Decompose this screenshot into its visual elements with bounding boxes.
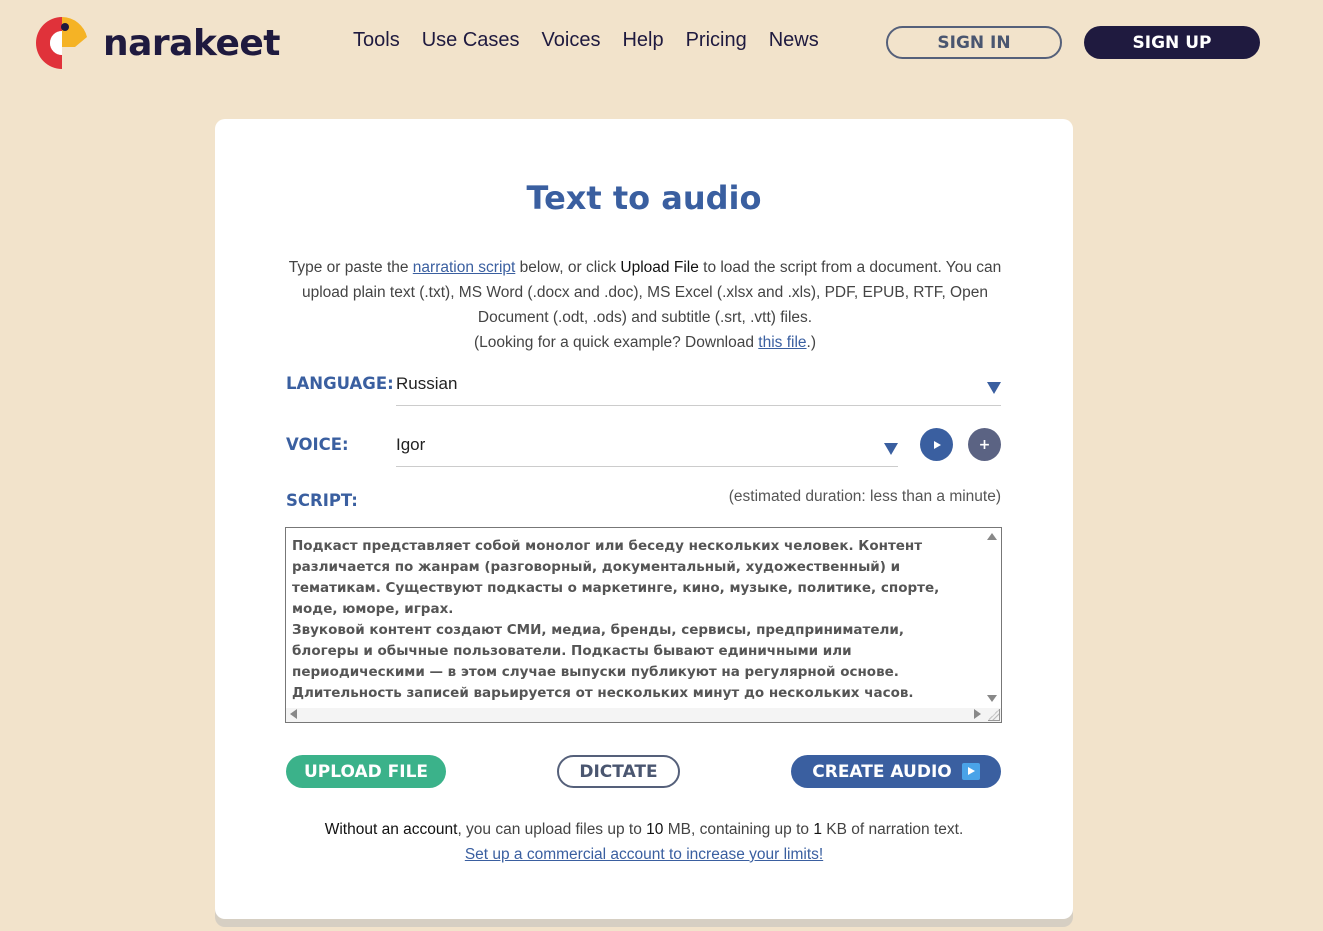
create-audio-button[interactable] [791,755,1001,788]
example-text-part: .) [806,334,817,351]
nav-news[interactable]: News [768,29,819,51]
nav-pricing[interactable]: Pricing [685,29,747,51]
narration-script-link[interactable]: narration script [412,259,516,276]
script-textarea[interactable] [285,527,1002,723]
limits-text [215,817,1073,842]
play-voice-button[interactable] [920,428,953,461]
add-voice-button[interactable] [968,428,1001,461]
intro-text-part: below, or click [515,259,621,276]
scroll-right-icon[interactable] [974,709,981,719]
commercial-account-link[interactable]: Set up a commercial account to increase your limits! [464,846,824,863]
limits-text-part: KB of narration text. [821,821,964,838]
create-audio-label: CREATE AUDIO [812,761,952,782]
language-value: Russian [396,374,458,393]
limits-text-part: MB, containing up to [663,821,814,838]
brand-name: narakeet [103,22,280,64]
text-to-audio-card [215,119,1073,919]
narakeet-logo[interactable] [35,14,295,72]
intro-text-part: Type or paste the [288,259,413,276]
example-paragraph [285,330,1005,355]
no-account-text: Without an account [324,821,458,838]
plus-icon: + [978,436,991,453]
nav-use-cases[interactable]: Use Cases [421,29,520,51]
nav-tools[interactable]: Tools [353,29,400,51]
limits-text-part: , you can upload files up to [457,821,647,838]
language-select[interactable] [396,374,1001,406]
voice-value: Igor [396,435,426,454]
example-text-part: (Looking for a quick example? Download [473,334,759,351]
scroll-down-icon[interactable] [987,695,997,702]
nav-help[interactable]: Help [622,29,664,51]
scroll-left-icon[interactable] [290,709,297,719]
page-title: Text to audio [526,179,762,217]
upload-file-mention: Upload File [620,259,699,276]
nav-voices[interactable]: Voices [541,29,601,51]
resize-handle-icon[interactable] [988,709,1000,721]
scroll-up-icon[interactable] [987,533,997,540]
estimated-duration: (estimated duration: less than a minute) [728,488,1001,505]
play-icon [962,763,980,780]
voice-select[interactable] [396,435,898,467]
script-label: SCRIPT: [286,491,358,510]
chevron-down-icon [884,443,898,455]
script-text: Подкаст представляет собой монолог или беседу нескольких человек. Контент различается по жанрам (разговорный, документальный, художественный) и тематикам. Существуют подкасты о маркетинге, кино, музыке, политике, спорте, моде, юморе, играх. Звуковой контент создают СМИ, медиа, бренды, сервисы, предприниматели, блогеры и обычные пользователи. Подкасты бывают единичными или периодическими — в этом случае выпуски публикуют на регулярной основе. Длительность записей варьируется от нескольких минут до нескольких часов. [292,538,940,701]
dictate-button[interactable]: DICTATE [557,755,680,788]
site-header [0,0,1323,90]
sign-up-button[interactable]: SIGN UP [1084,26,1260,59]
upload-limits [215,817,1073,867]
limit-mb-value: 10 [646,821,664,838]
intro-text [285,255,1005,355]
parrot-logo-icon [35,15,89,71]
voice-label: VOICE: [286,435,349,454]
limit-kb-value: 1 [813,821,822,838]
sign-in-button[interactable]: SIGN IN [886,26,1062,59]
intro-paragraph [285,255,1005,330]
play-icon [934,441,941,449]
chevron-down-icon [987,382,1001,394]
horizontal-scrollbar[interactable] [286,708,1001,722]
language-label: LANGUAGE: [286,374,394,393]
intro-text-part: to load the script from a document. You can upload plain text (.txt), MS Word (.docx and .doc), MS Excel (.xlsx and .xls), PDF, EPUB, RTF, Open Document (.odt, .ods) and subtitle (.srt, .vtt) files. [302,259,1002,326]
main-nav [353,29,841,52]
upload-file-button[interactable]: UPLOAD FILE [286,755,446,788]
example-file-link[interactable]: this file [758,334,807,351]
